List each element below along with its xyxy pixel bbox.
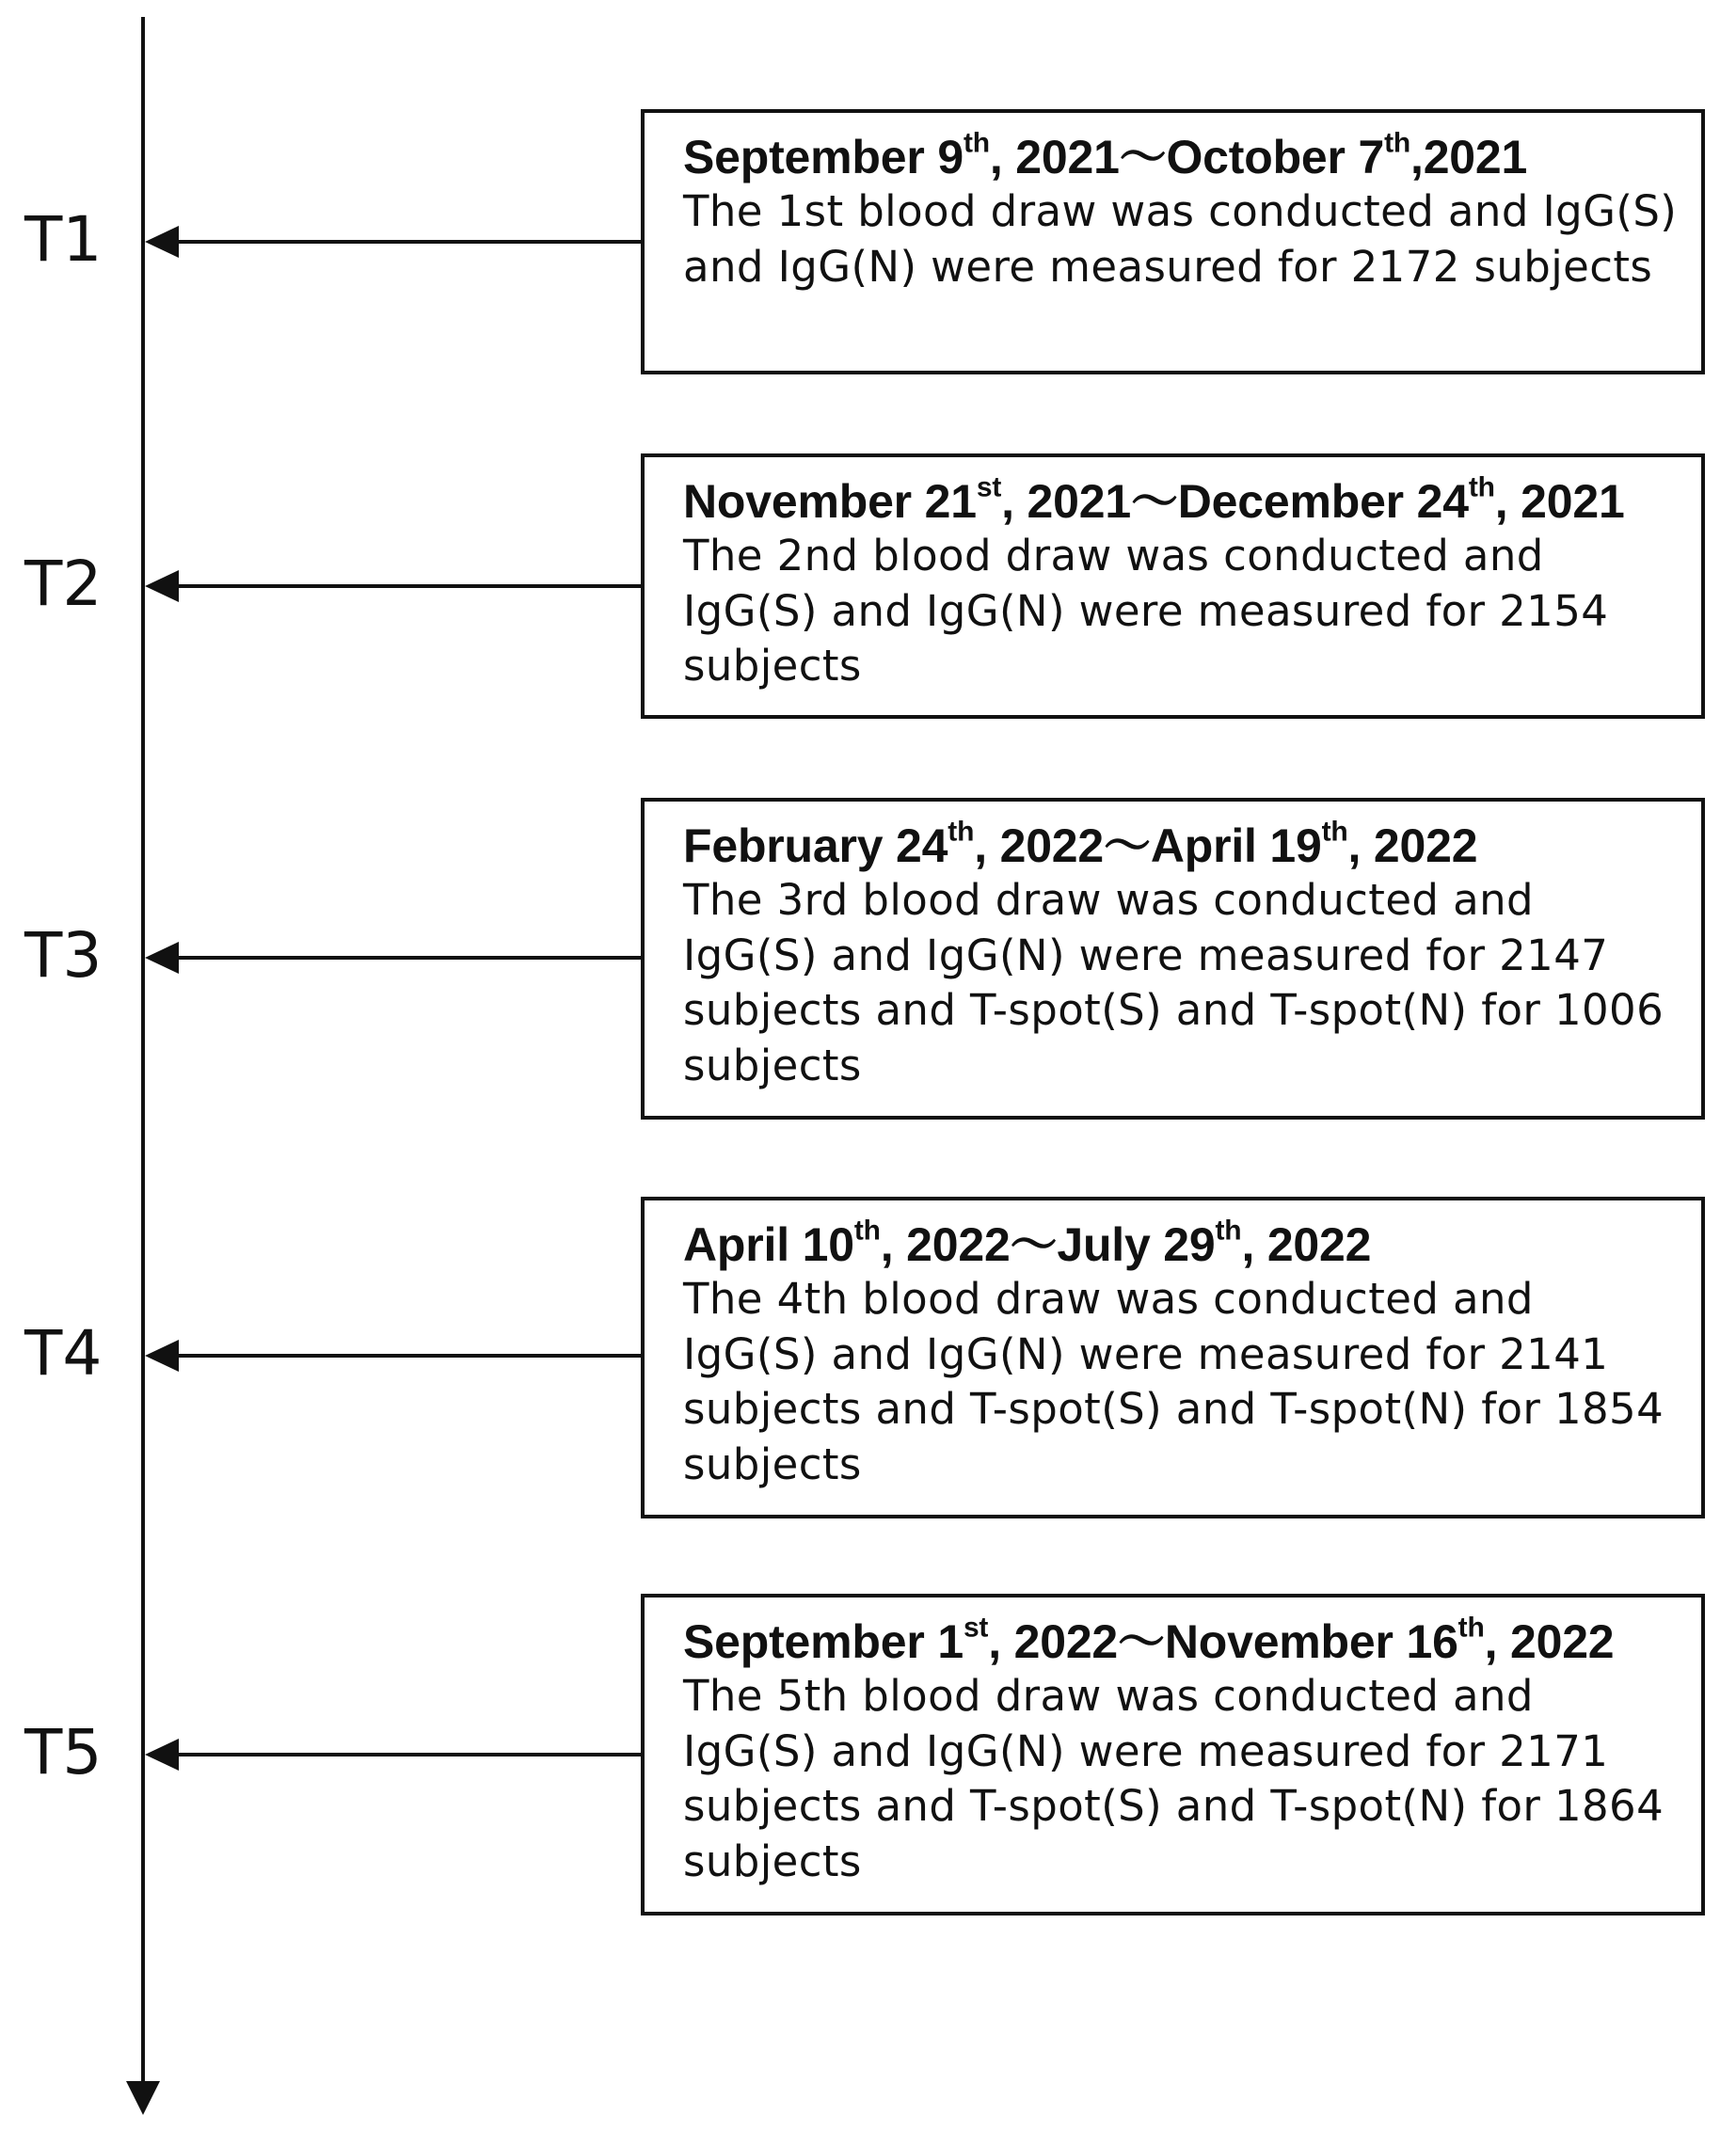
date-ordinal-suffix: th	[1384, 127, 1410, 159]
timepoint-label: T5	[24, 1716, 103, 1788]
event-description: The 2nd blood draw was conducted and IgG(S) and IgG(N) were measured for 2154 subjects	[683, 531, 1609, 691]
date-text: April 10	[683, 1218, 854, 1271]
date-text: November 21	[683, 475, 977, 528]
event-date	[683, 1614, 1701, 1669]
connectors	[145, 226, 641, 1771]
event-description: The 4th blood draw was conducted and IgG(S) and IgG(N) were measured for 2141 subjects and T-spot(S) and T-spot(N) for 1854 subjects	[683, 1274, 1664, 1489]
connector-arrowhead	[145, 226, 179, 258]
date-ordinal-suffix: th	[1215, 1215, 1242, 1247]
date-ordinal-suffix: st	[963, 1612, 989, 1644]
connector-arrowhead	[145, 1340, 179, 1372]
date-text: September 1	[683, 1615, 964, 1668]
date-ordinal-suffix: th	[1321, 816, 1348, 848]
date-text: , 2022〜November 16	[988, 1615, 1458, 1668]
event-box	[641, 109, 1705, 374]
date-ordinal-suffix: th	[948, 816, 975, 848]
date-text: , 2022〜April 19	[974, 819, 1322, 872]
event-description: The 3rd blood draw was conducted and IgG(S) and IgG(N) were measured for 2147 subjects and T-spot(S) and T-spot(N) for 1006 subjects	[683, 875, 1664, 1090]
connector-arrowhead	[145, 942, 179, 974]
event-date	[683, 816, 1701, 873]
event-box	[641, 1197, 1705, 1518]
date-ordinal-suffix: th	[1457, 1612, 1485, 1644]
event-box	[641, 1594, 1705, 1915]
event-box	[641, 798, 1705, 1120]
connector-arrowhead	[145, 1739, 179, 1771]
timepoint-label: T3	[24, 919, 103, 992]
date-text: , 2022〜July 29	[880, 1218, 1216, 1271]
date-text: , 2021〜October 7	[989, 131, 1385, 183]
date-ordinal-suffix: st	[976, 471, 1002, 503]
date-text: , 2022	[1347, 819, 1478, 872]
connector-arrowhead	[145, 570, 179, 602]
date-text: ,2021	[1410, 131, 1528, 183]
event-box	[641, 453, 1705, 719]
event-description: The 5th blood draw was conducted and IgG(S) and IgG(N) were measured for 2171 subjects and T-spot(S) and T-spot(N) for 1864 subjects	[683, 1671, 1664, 1886]
date-text: , 2021〜December 24	[1001, 475, 1469, 528]
date-ordinal-suffix: th	[853, 1215, 881, 1247]
date-text: , 2022	[1484, 1615, 1615, 1668]
date-ordinal-suffix: th	[963, 127, 990, 159]
date-text: September 9	[683, 131, 964, 183]
timepoint-label: T1	[24, 203, 103, 276]
event-date	[683, 471, 1701, 529]
date-text: , 2021	[1494, 475, 1625, 528]
date-text: February 24	[683, 819, 948, 872]
date-text: , 2022	[1241, 1218, 1372, 1271]
timepoint-label: T4	[24, 1317, 103, 1390]
event-date	[683, 1217, 1701, 1272]
date-ordinal-suffix: th	[1468, 471, 1495, 503]
timepoint-label: T2	[24, 548, 103, 620]
timeline-axis-arrowhead	[126, 2081, 160, 2115]
event-date	[683, 127, 1701, 184]
event-description: The 1st blood draw was conducted and IgG(S) and IgG(N) were measured for 2172 subjects	[683, 186, 1678, 292]
